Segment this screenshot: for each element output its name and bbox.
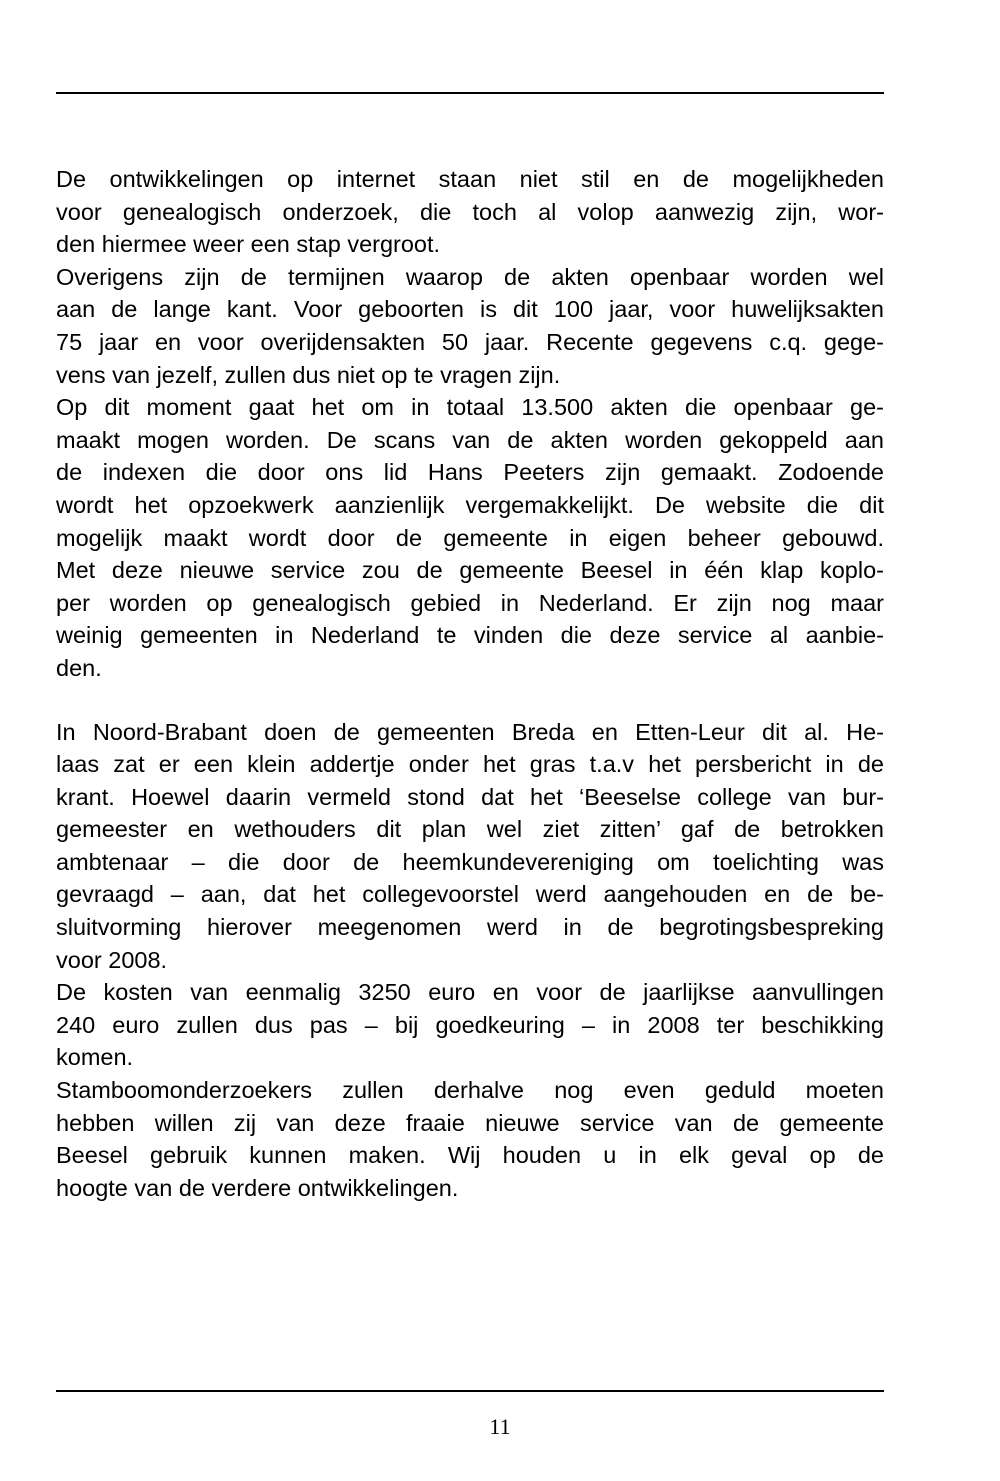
text-line: krant. Hoewel daarin vermeld stond dat het ‘Beeselse college van bur-	[56, 783, 884, 810]
paragraph-gap	[56, 685, 884, 716]
text-line: 75 jaar en voor overijdensakten 50 jaar. Recente gegevens c.q. gege-	[56, 328, 884, 355]
text-line: hebben willen zij van deze fraaie nieuwe service van de gemeente	[56, 1109, 884, 1136]
text-line: aan de lange kant. Voor geboorten is dit 100 jaar, voor huwelijksakten	[56, 296, 884, 323]
text-line: De ontwikkelingen op internet staan niet stil en de mogelijkheden	[56, 166, 884, 192]
text-line: Overigens zijn de termijnen waarop de akten openbaar worden wel	[56, 263, 884, 290]
article-body	[56, 163, 884, 1204]
text-line: gemeester en wethouders dit plan wel ziet zitten’ gaf de betrokken	[56, 816, 884, 843]
text-line: voor genealogisch onderzoek, die toch al volop aanwezig zijn, wor-	[56, 198, 884, 225]
text-line: sluitvorming hierover meegenomen werd in de begrotingsbespreking	[56, 914, 884, 941]
text-line: De kosten van eenmalig 3250 euro en voor de jaarlijkse aanvullingen	[56, 979, 884, 1006]
text-line: Stamboomonderzoekers zullen derhalve nog even geduld moeten	[56, 1077, 884, 1104]
text-line: maakt mogen worden. De scans van de akten worden gekoppeld aan	[56, 426, 884, 453]
text-line: komen.	[56, 1044, 134, 1071]
text-line: In Noord-Brabant doen de gemeenten Breda en Etten-Leur dit al. He-	[56, 718, 884, 745]
text-line: hoogte van de verdere ontwikkelingen.	[56, 1174, 459, 1201]
text-line: den.	[56, 654, 102, 681]
text-line: mogelijk maakt wordt door de gemeente in eigen beheer gebouwd.	[56, 524, 884, 551]
text-line: Met deze nieuwe service zou de gemeente Beesel in één klap koplo-	[56, 557, 884, 584]
text-line: laas zat er een klein addertje onder het gras t.a.v het persbericht in de	[56, 751, 884, 778]
bottom-rule	[56, 1390, 884, 1392]
text-line: wordt het opzoekwerk aanzienlijk vergemakkelijkt. De website die dit	[56, 491, 884, 518]
top-rule	[56, 92, 884, 94]
text-line: ambtenaar – die door de heemkundevereniging om toelichting was	[56, 848, 884, 875]
text-line: Op dit moment gaat het om in totaal 13.500 akten die openbaar ge-	[56, 394, 884, 421]
text-line: de indexen die door ons lid Hans Peeters zijn gemaakt. Zodoende	[56, 459, 884, 486]
text-line: vens van jezelf, zullen dus niet op te vragen zijn.	[56, 361, 561, 388]
text-line: per worden op genealogisch gebied in Nederland. Er zijn nog maar	[56, 589, 884, 616]
text-line: gevraagd – aan, dat het collegevoorstel werd aangehouden en de be-	[56, 881, 884, 908]
page-number: 11	[489, 1414, 511, 1439]
text-line: Beesel gebruik kunnen maken. Wij houden u in elk geval op de	[56, 1142, 884, 1169]
text-line: 240 euro zullen dus pas – bij goedkeuring – in 2008 ter beschikking	[56, 1011, 884, 1038]
text-line: voor 2008.	[56, 946, 168, 973]
text-line: den hiermee weer een stap vergroot.	[56, 231, 441, 258]
text-line: weinig gemeenten in Nederland te vinden die deze service al aanbie-	[56, 622, 884, 649]
